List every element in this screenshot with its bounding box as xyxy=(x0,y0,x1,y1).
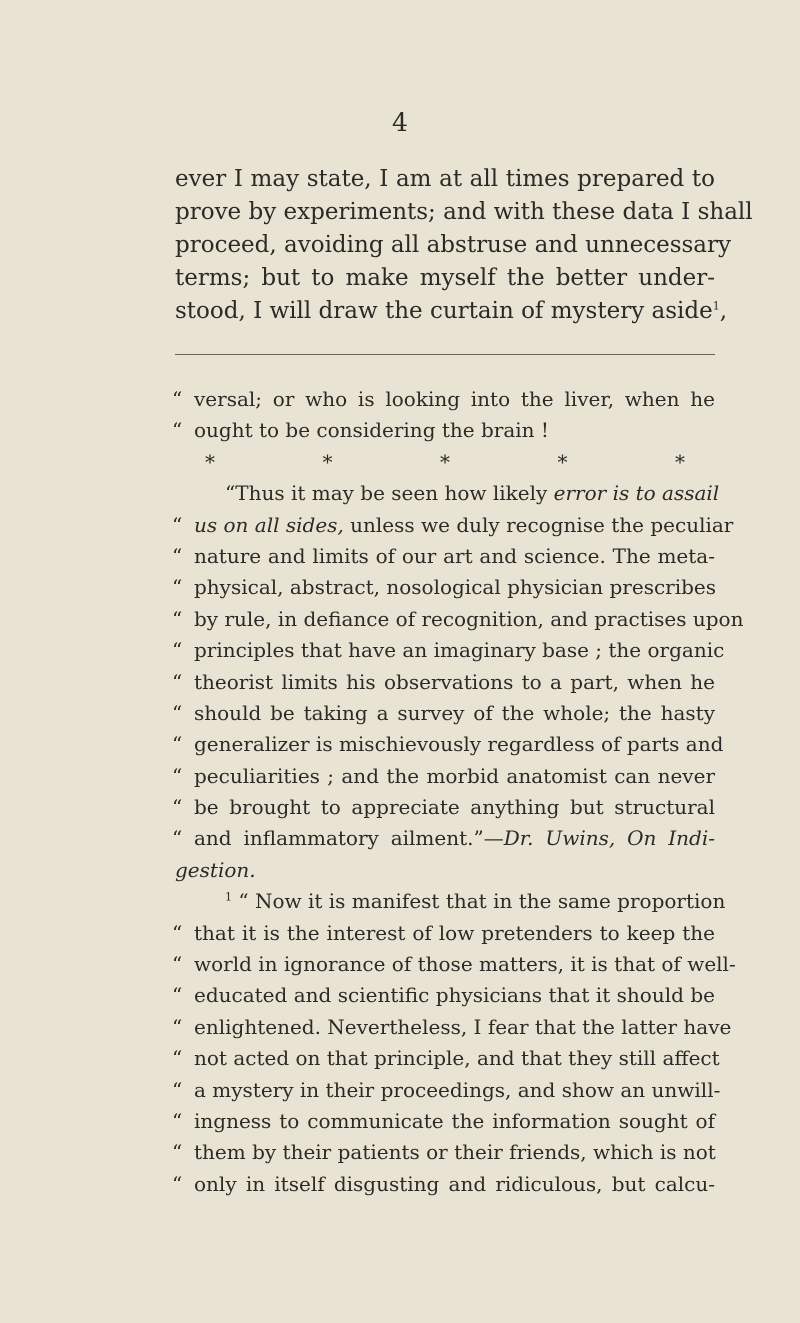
main-line-last xyxy=(175,295,728,328)
footnote-mark: 1 xyxy=(712,299,720,313)
note-line xyxy=(172,415,715,446)
quote-mark: “ xyxy=(172,1140,183,1165)
note-line-text: world in ignorance of those matters, it is that of well- xyxy=(194,952,736,977)
note-line-text: enlightened. Nevertheless, I fear that the latter have xyxy=(194,1014,732,1039)
star-mark: * xyxy=(675,449,685,474)
page-number: 4 xyxy=(392,108,408,137)
quote-mark: “ xyxy=(172,763,183,788)
quote-mark: “ xyxy=(172,669,183,694)
quote-mark: “ xyxy=(172,575,183,600)
note-line xyxy=(172,1075,721,1106)
quote-mark: “ xyxy=(172,826,183,851)
note-line-text: ought to be considering the brain ! xyxy=(194,418,549,443)
note-line xyxy=(175,478,720,509)
quote-mark: “ xyxy=(172,387,183,411)
note-line xyxy=(172,1012,732,1043)
section-stars xyxy=(175,447,715,478)
note-line xyxy=(172,1169,715,1200)
note-line-text: versal; or who is looking into the liver, when he xyxy=(194,387,715,411)
star-mark: * xyxy=(557,449,568,474)
note-line xyxy=(172,635,725,666)
note-line-text: principles that have an imaginary base ; the organic xyxy=(194,638,725,663)
note-line-text: that it is the interest of low pretenders to keep the xyxy=(194,920,715,945)
note-line xyxy=(172,980,715,1011)
note-line-text: “Thus it may be seen how likely xyxy=(225,481,554,506)
note-line-text: nature and limits of our art and science. The meta- xyxy=(194,543,715,568)
quote-mark: “ xyxy=(172,418,183,443)
star-mark: * xyxy=(322,449,333,474)
note-line-text: physical, abstract, nosological physician prescribes xyxy=(194,575,717,600)
note-line-text: and inflammatory ailment.”— xyxy=(194,826,504,851)
note-line-text: ingness to communicate the information sought of xyxy=(194,1108,715,1133)
note-line-text: peculiarities ; and the morbid anatomist can never xyxy=(194,763,715,788)
quote-mark: “ xyxy=(172,512,183,537)
note-line xyxy=(172,1043,720,1074)
quote-mark: “ xyxy=(172,952,183,977)
quote-mark: “ xyxy=(172,700,183,725)
note-line xyxy=(172,729,724,760)
footnote-divider xyxy=(175,354,715,355)
main-line: ever I may state, I am at all times prepared to xyxy=(175,166,715,192)
note-line xyxy=(172,761,715,792)
quote-mark: “ xyxy=(172,1046,183,1071)
quote-mark: “ xyxy=(172,1014,183,1039)
footnote-block xyxy=(172,384,744,1200)
main-line-text: stood, I will draw the curtain of mystery aside xyxy=(175,298,713,324)
note-line xyxy=(172,667,715,698)
quote-mark: “ xyxy=(172,983,183,1008)
note-line-text: should be taking a survey of the whole; the hasty xyxy=(194,700,715,725)
quote-mark: “ xyxy=(172,1171,183,1196)
quote-mark: “ xyxy=(172,795,183,820)
main-line: terms; but to make myself the better under- xyxy=(175,265,715,291)
note-line xyxy=(172,949,736,980)
note-line xyxy=(172,384,715,415)
note-line xyxy=(172,541,715,572)
note-line xyxy=(175,886,726,917)
note-line xyxy=(172,792,715,823)
note-line-italic: us on all sides, xyxy=(194,512,344,537)
star-mark: * xyxy=(440,449,450,474)
main-line: prove by experiments; and with these data I shall xyxy=(175,199,753,225)
note-line-text: “ Now it is manifest that in the same proportion xyxy=(238,889,726,914)
footnote-mark: 1 xyxy=(225,890,232,904)
note-line xyxy=(172,1106,715,1137)
note-line-italic: error is to assail xyxy=(553,481,720,506)
note-line xyxy=(172,698,715,729)
main-line: proceed, avoiding all abstruse and unnecessary xyxy=(175,232,732,258)
quote-mark: “ xyxy=(172,1108,183,1133)
note-line-text: unless we duly recognise the peculiar xyxy=(343,512,734,537)
note-line-italic: Dr. Uwins, On Indi- xyxy=(503,826,716,851)
note-line-text: be brought to appreciate anything but structural xyxy=(194,795,715,820)
note-line xyxy=(172,823,716,854)
quote-mark: “ xyxy=(172,638,183,663)
note-line-text: theorist limits his observations to a part, when he xyxy=(194,669,715,694)
note-line-text: only in itself disgusting and ridiculous, but calcu- xyxy=(194,1171,715,1196)
quote-mark: “ xyxy=(172,732,183,757)
quote-mark: “ xyxy=(172,606,183,631)
star-mark: * xyxy=(205,449,215,474)
note-line-text: not acted on that principle, and that they still affect xyxy=(194,1046,720,1071)
quote-mark: “ xyxy=(172,920,183,945)
note-line-text: them by their patients or their friends, which is not xyxy=(194,1140,716,1165)
note-line xyxy=(172,572,717,603)
note-line-text: a mystery in their proceedings, and show an unwill- xyxy=(194,1077,721,1102)
note-line xyxy=(172,510,734,541)
note-line-text: educated and scientific physicians that it should be xyxy=(194,983,715,1008)
main-line-suffix: , xyxy=(719,298,728,324)
note-line-text: by rule, in defiance of recognition, and practises upon xyxy=(194,606,744,631)
quote-mark: “ xyxy=(172,1077,183,1102)
main-text xyxy=(175,163,753,328)
note-line: gestion. xyxy=(175,857,256,882)
note-line-text: generalizer is mischievously regardless of parts and xyxy=(194,732,724,757)
note-line xyxy=(172,918,715,949)
note-line xyxy=(172,1137,716,1168)
quote-mark: “ xyxy=(172,543,183,568)
note-line xyxy=(172,604,744,635)
